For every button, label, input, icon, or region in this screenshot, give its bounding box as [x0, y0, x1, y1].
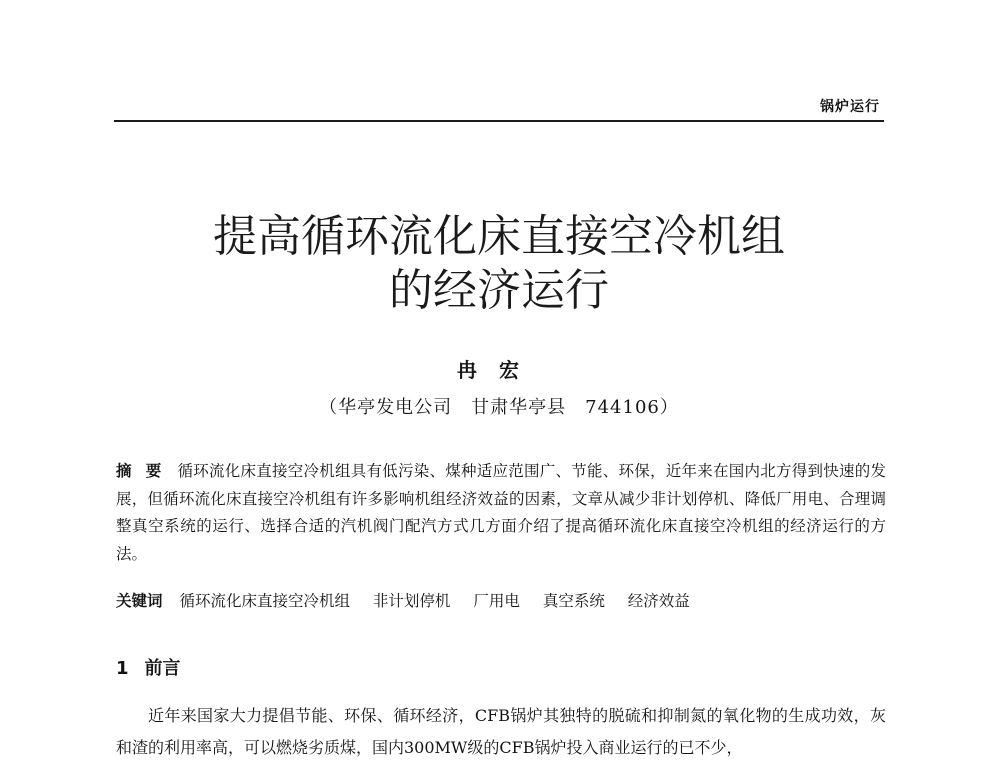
keyword-item: 经济效益 [627, 592, 690, 610]
author-name: 冉宏 [457, 358, 541, 382]
keyword-item: 真空系统 [542, 592, 605, 610]
keyword-item: 非计划停机 [372, 592, 451, 610]
section-number: 1 [116, 658, 129, 679]
body-paragraph: 近年来国家大力提倡节能、环保、循环经济，CFB锅炉其独特的脱硫和抑制氮的氧化物的生成功效，灰和渣的利用率高，可以燃烧劣质煤，国内300MW级的CFB锅炉投入商业运行的已不少， [116, 706, 886, 757]
abstract-text: 循环流化床直接空冷机组具有低污染、煤种适应范围广、节能、环保，近年来在国内北方得到快速的发展，但循环流化床直接空冷机组有许多影响机组经济效益的因素，文章从减少非计划停机、降低厂用电、合理调整真空系统的运行、选择合适的汽机阀门配汽方式几方面介绍了提高循环流化床直接空冷机组的经济运行的方法。 [116, 462, 886, 563]
keywords-label: 关键词 [116, 592, 163, 610]
keyword-item: 循环流化床直接空冷机组 [179, 592, 350, 610]
section-heading [116, 654, 181, 680]
abstract [116, 458, 886, 568]
author-affiliation: （华亭发电公司 甘肃华亭县 744106） [319, 397, 679, 418]
section-title: 前言 [144, 658, 181, 679]
header-rule [114, 120, 884, 122]
paper-title [114, 210, 884, 318]
abstract-label: 摘要 [116, 462, 176, 480]
keywords [116, 588, 886, 615]
title-line-2: 的经济运行 [389, 265, 609, 316]
title-line-1: 提高循环流化床直接空冷机组 [213, 211, 785, 262]
running-head: 锅炉运行 [820, 99, 880, 115]
keyword-item: 厂用电 [473, 592, 520, 610]
